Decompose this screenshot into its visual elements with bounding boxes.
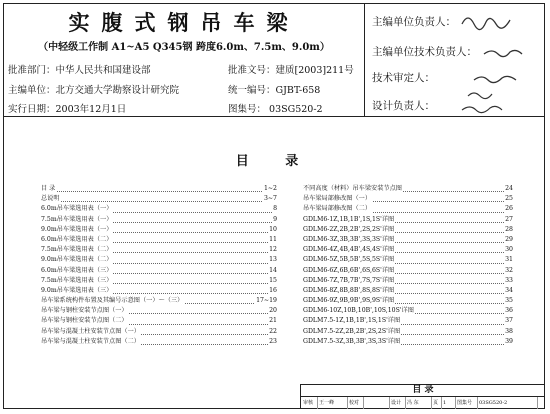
toc-entry-page: 1~2: [263, 184, 278, 194]
toc-entry-label: 吊车梁与混凝土柱安装节点图（一）: [40, 327, 141, 337]
approval-doc: 批准文号：建质[2003]211号: [228, 65, 354, 76]
unified-number: 统一编号：GJBT-658: [228, 85, 321, 96]
toc-entry-label: 7.5m吊车梁选用表（一）: [40, 215, 113, 225]
toc-entry: [302, 245, 514, 255]
toc-entry-page: 31: [504, 255, 514, 265]
toc-entry-page: 16: [268, 286, 278, 296]
title-block-cell: 校对: [347, 397, 364, 409]
toc-entry-label: 9.0m吊车梁选用表（一）: [40, 225, 113, 235]
toc-entry-page: 26: [504, 204, 514, 214]
toc-left-column: [40, 184, 278, 347]
toc-entry: [40, 306, 278, 316]
toc-entry-page: 32: [504, 266, 514, 276]
title-block-cell: 审核: [301, 397, 318, 409]
toc-entry-page: 38: [504, 327, 514, 337]
title-block-cell: 设计: [389, 397, 406, 409]
toc-entry: [302, 327, 514, 337]
toc-entry-label: GDLM7.5-1Z,1B,1B',1S,1S'详图: [302, 316, 401, 326]
toc-heading: 目 录: [235, 154, 315, 169]
toc-entry-label: 总说明: [40, 194, 61, 204]
toc-entry-label: 6.0m吊车梁选用表（一）: [40, 204, 113, 214]
toc-entry-label: GDLM6-4Z,4B,4B',4S,4S'详图: [302, 245, 395, 255]
toc-entry-label: GDLM6-2Z,2B,2B',2S,2S'详图: [302, 225, 395, 235]
page-subtitle: （中轻级工作制 A1~A5 Q345钢 跨度6.0m、7.5m、9.0m）: [38, 42, 330, 53]
toc-entry-page: 17~19: [255, 296, 278, 306]
toc-entry-page: 20: [268, 306, 278, 316]
title-block-cell: 冯 东: [405, 397, 432, 409]
toc-leader: [40, 201, 278, 202]
toc-entry: [40, 316, 278, 326]
toc-entry: [302, 296, 514, 306]
toc-entry-label: 不同高度（材料）吊车梁安装节点图: [302, 184, 403, 194]
toc-entry-page: 37: [504, 316, 514, 326]
title-block-cell: 图集号: [455, 397, 478, 409]
toc-entry-page: 9: [272, 215, 278, 225]
toc-entry: [40, 255, 278, 265]
page-title: 实腹式钢吊车梁: [68, 11, 300, 35]
toc-entry-page: 27: [504, 215, 514, 225]
toc-leader: [40, 191, 278, 192]
toc-entry: [40, 184, 278, 194]
toc-entry-page: 28: [504, 225, 514, 235]
toc-right-column: [302, 184, 514, 347]
toc-entry-label: 吊车梁与混凝土柱安装节点图（二）: [40, 337, 141, 347]
toc-entry: [302, 184, 514, 194]
toc-entry: [40, 235, 278, 245]
toc-entry: [40, 266, 278, 276]
toc-entry-page: 11: [268, 235, 278, 245]
toc-entry: [40, 204, 278, 214]
toc-entry-label: GDLM6-6Z,6B,6B',6S,6S'详图: [302, 266, 395, 276]
toc-entry-page: 29: [504, 235, 514, 245]
toc-entry-page: 39: [504, 337, 514, 347]
toc-entry-page: 24: [504, 184, 514, 194]
toc-entry-page: 22: [268, 327, 278, 337]
toc-entry-label: GDLM6-1Z,1B,1B',1S,1S'详图: [302, 215, 395, 225]
toc-entry-page: 10: [268, 225, 278, 235]
toc-entry-label: 吊车梁局部修改图（一）: [302, 194, 372, 204]
title-block-cell: [363, 397, 390, 409]
toc-entry: [302, 316, 514, 326]
header-block: [4, 4, 544, 117]
toc-entry-label: 吊车梁局部修改图（二）: [302, 204, 372, 214]
toc-entry-page: 8: [272, 204, 278, 214]
toc-entry-label: GDLM6-3Z,3B,3B',3S,3S'详图: [302, 235, 395, 245]
toc-entry: [302, 255, 514, 265]
toc-entry-page: 23: [268, 337, 278, 347]
toc-entry: [302, 215, 514, 225]
toc-entry: [40, 225, 278, 235]
toc-entry-label: 7.5m吊车梁选用表（二）: [40, 245, 113, 255]
toc-entry-label: GDLM7.5-3Z,3B,3B',3S,3S'详图: [302, 337, 401, 347]
atlas-number: 图集号： 03SG520-2: [228, 104, 323, 115]
title-block-name: 目 录: [301, 385, 545, 397]
toc-entry: [40, 276, 278, 286]
toc-entry: [302, 286, 514, 296]
toc-entry-label: GDLM6-8Z,8B,8B',8S,8S'详图: [302, 286, 395, 296]
toc-entry: [302, 266, 514, 276]
toc-entry-page: 13: [268, 255, 278, 265]
toc-entry: [302, 225, 514, 235]
toc-entry: [302, 235, 514, 245]
title-block-cell: 1: [441, 397, 456, 409]
toc-entry-page: 30: [504, 245, 514, 255]
title-block: [300, 384, 545, 409]
toc-entry-label: 吊车梁与钢柱安装节点图（二）: [40, 316, 129, 326]
sig-row-designer: 设计负责人：: [372, 100, 435, 112]
toc-entry-page: 35: [504, 296, 514, 306]
toc-entry-page: 14: [268, 266, 278, 276]
effective-date: 实行日期：2003年12月1日: [8, 104, 127, 115]
toc-entry: [40, 245, 278, 255]
toc-entry: [40, 215, 278, 225]
toc-entry: [302, 306, 514, 316]
toc-entry: [40, 327, 278, 337]
toc-entry: [40, 337, 278, 347]
toc-entry-label: 吊车梁与钢柱安装节点图（一）: [40, 306, 129, 316]
toc-entry: [40, 194, 278, 204]
toc-entry-label: GDLM7.5-2Z,2B,2B',2S,2S'详图: [302, 327, 401, 337]
sig-row-tech-chief: 主编单位技术负责人：: [372, 46, 477, 58]
toc-entry-label: GDLM6-7Z,7B,7B',7S,7S'详图: [302, 276, 395, 286]
toc-entry-page: 36: [504, 306, 514, 316]
toc-entry: [302, 194, 514, 204]
toc-entry-label: 9.0m吊车梁选用表（三）: [40, 286, 113, 296]
toc-entry-label: 吊车梁系统构件布置及其编号示意图（一）～（三）: [40, 296, 184, 306]
toc-entry-label: GDLM6-10Z,10B,10B',10S,10S'详图: [302, 306, 415, 316]
toc-entry: [40, 296, 278, 306]
toc-entry-page: 12: [268, 245, 278, 255]
toc-entry-label: 7.5m吊车梁选用表（三）: [40, 276, 113, 286]
title-block-cell: 王一峰: [317, 397, 348, 409]
toc-entry-page: 21: [268, 316, 278, 326]
toc-entry-label: 目 录: [40, 184, 56, 194]
toc-entry-label: GDLM6-9Z,9B,9B',9S,9S'详图: [302, 296, 395, 306]
sig-row-reviewer: 技术审定人：: [372, 72, 435, 84]
toc-entry: [302, 204, 514, 214]
header-divider: [364, 4, 365, 116]
sig-row-chief: 主编单位负责人：: [372, 16, 456, 28]
editor-unit: 主编单位：北方交通大学勘察设计研究院: [8, 85, 180, 96]
title-block-cell: 页: [431, 397, 442, 409]
title-block-cell: 03SG520-2: [477, 397, 538, 409]
toc-entry-page: 25: [504, 194, 514, 204]
toc-entry: [40, 286, 278, 296]
approval-dept: 批准部门：中华人民共和国建设部: [8, 65, 151, 76]
toc-entry-label: 6.0m吊车梁选用表（三）: [40, 266, 113, 276]
signature-marks: [454, 4, 544, 116]
toc-entry-page: 34: [504, 286, 514, 296]
toc-entry-label: 6.0m吊车梁选用表（二）: [40, 235, 113, 245]
toc-entry-page: 3~7: [263, 194, 278, 204]
toc-entry: [302, 276, 514, 286]
toc-entry-page: 33: [504, 276, 514, 286]
toc-entry-label: 9.0m吊车梁选用表（二）: [40, 255, 113, 265]
toc-entry-label: GDLM6-5Z,5B,5B',5S,5S'详图: [302, 255, 395, 265]
toc-entry-page: 15: [268, 276, 278, 286]
toc-entry: [302, 337, 514, 347]
